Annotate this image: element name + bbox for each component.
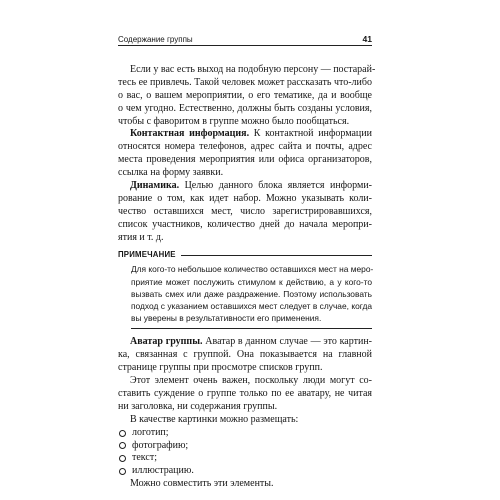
paragraph-line-text: Целью данного блока является информи- [184, 180, 373, 192]
list-item-text: иллюстрацию. [132, 465, 194, 477]
section-title: Содержание группы [118, 35, 193, 44]
list-item [118, 465, 372, 478]
list-item [118, 440, 372, 453]
list-item-text: фотографию; [132, 439, 189, 451]
note-header [118, 249, 372, 261]
picture-options-intro: В качестве картинки можно размещать: [130, 413, 299, 425]
paragraph-line: относятся номера телефонов, адрес сайта и почты, адрес [118, 141, 372, 153]
note-box [118, 249, 372, 329]
paragraph-line [118, 180, 372, 193]
note-body [131, 263, 372, 329]
paragraph-line: чество оставшихся мест, число зарегистрировавшихся, [118, 205, 372, 217]
paragraph-line: о вас, о вашем мероприятии, о его тематике, да и вообще [118, 89, 372, 101]
paragraph-line: Этот элемент очень важен, поскольку люди могут со- [130, 375, 372, 387]
running-header [118, 31, 372, 46]
paragraph-line: ссылка на форму заявки. [118, 167, 224, 179]
paragraph-line: тесь ее привлечь. Такой человек может рассказать что-либо [118, 76, 372, 88]
paragraph-line: чтобы с фаворитом в группе можно было пообщаться. [118, 115, 350, 127]
closing-paragraph: Можно совместить эти элементы. [130, 478, 274, 490]
paragraph-line: о чем угодно. Естественно, должны быть созданы условия, [118, 102, 372, 114]
contact-info-paragraph [118, 128, 372, 180]
run-in-heading: Контактная информация. [130, 128, 250, 140]
list-item [118, 427, 372, 440]
run-in-heading: Аватар группы. [130, 336, 203, 348]
note-title: ПРИМЕЧАНИЕ [118, 250, 176, 260]
avatar-paragraph [118, 336, 372, 375]
note-top-rule [181, 255, 372, 256]
paragraph-line: странице группы при просмотре списков групп. [118, 362, 323, 374]
run-in-heading: Динамика. [130, 180, 180, 192]
page-number: 41 [362, 34, 372, 44]
paragraph-line [118, 336, 372, 349]
paragraph-line: ятия и т. д. [118, 231, 164, 243]
dynamics-paragraph [118, 180, 372, 244]
note-line: вы уверены в результативности его применения. [131, 313, 322, 324]
note-line: подход с указанием оставшихся мест следует в случае, когда [131, 301, 372, 312]
list-item-text: текст; [132, 452, 158, 464]
avatar-importance-paragraph [118, 375, 372, 414]
circle-bullet-icon [119, 468, 126, 475]
paragraph-line: Если у вас есть выход на подобную персону — постарай- [130, 64, 376, 75]
picture-options-list [118, 427, 372, 479]
list-item [118, 452, 372, 465]
list-item-text: логотип; [132, 426, 169, 438]
paragraph-line-text: Аватар в данном случае — это картин- [205, 336, 373, 348]
paragraph-line: рование о том, как идет набор. Можно указывать коли- [118, 192, 372, 204]
text-column [118, 64, 376, 491]
circle-bullet-icon [119, 442, 126, 449]
paragraph-line: ка, связанная с группой. Она показывается на главной [118, 349, 372, 361]
circle-bullet-icon [119, 455, 126, 462]
paragraph-line: ни заголовка, ни содержания группы. [118, 400, 278, 412]
note-line: вызвать смех или даже раздражение. Поэтому использовать [131, 288, 372, 299]
paragraph-line: места проведения мероприятия или офиса организаторов, [118, 154, 372, 166]
paragraph-line-text: К контактной информации [253, 128, 372, 140]
circle-bullet-icon [119, 430, 126, 437]
paragraph-line: ставить суждение о группе только по ее аватару, не читая [118, 387, 372, 399]
paragraph-line: список участников, количество дней до начала меропри- [118, 218, 372, 230]
intro-paragraph [118, 64, 376, 128]
note-line: Для кого-то небольшое количество оставшихся мест на меро- [131, 264, 374, 275]
paragraph-line [118, 128, 372, 141]
note-line: приятие может послужить стимулом к действию, а у кого-то [131, 276, 372, 287]
